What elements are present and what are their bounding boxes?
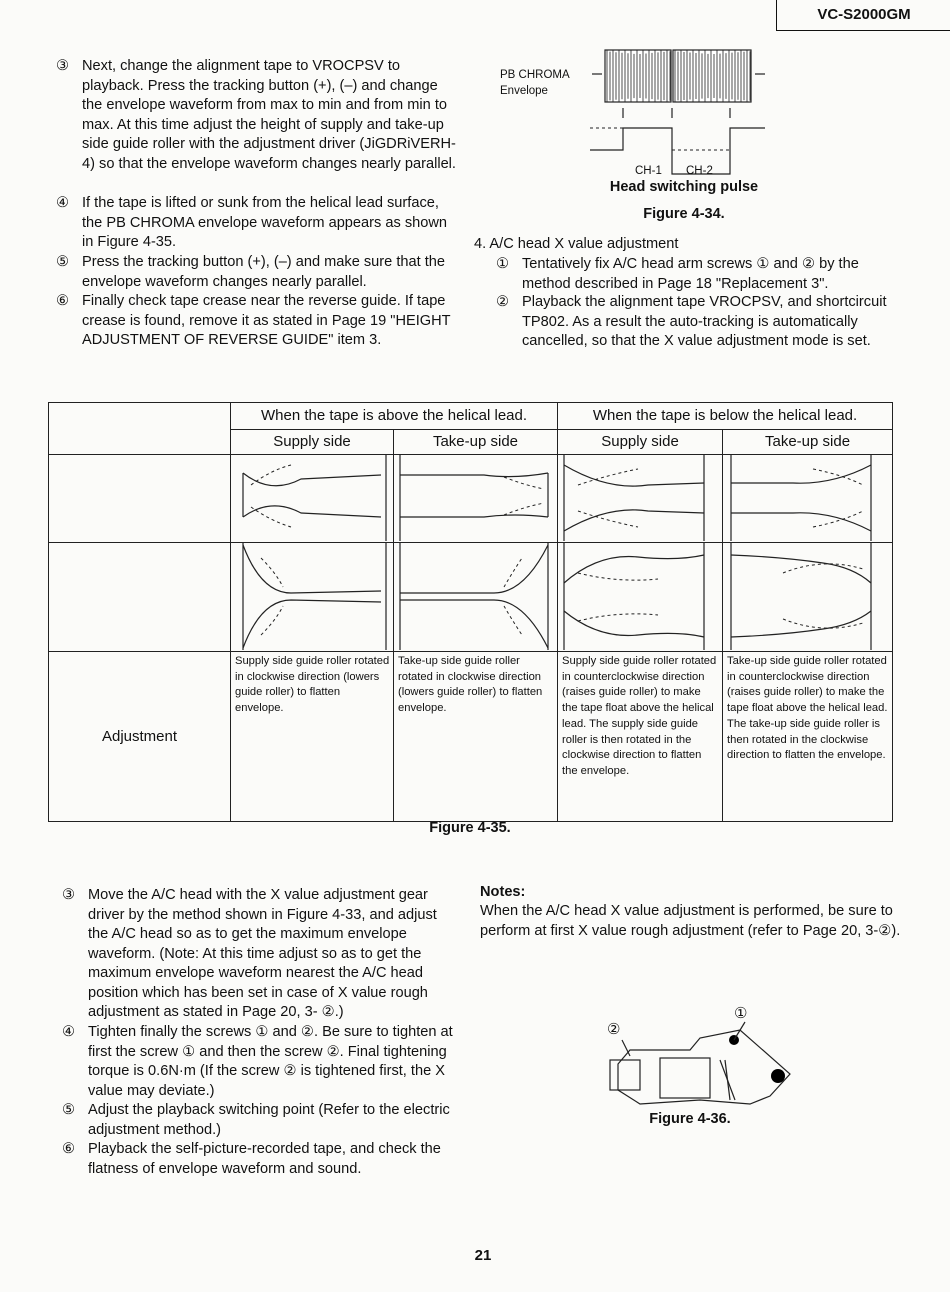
step-text: Tentatively fix A/C head arm screws ① and ② by the method described in Page 18 "Replacement 3". (522, 256, 859, 292)
below-header: When the tape is below the helical lead. (558, 403, 893, 430)
step-text: Finally check tape crease near the reverse guide. If tape crease is found, remove it as stated in Page 19 "HEIGHT ADJUSTMENT OF REVERSE GUIDE" item 3. (82, 293, 451, 348)
adjustment-takeup-below: Take-up side guide roller rotated in counterclockwise direction (raises guide roller) to make the tape float above the helical lead. The take-up side guide roller is then rotated in the clockwise direction to flatten the envelope. (723, 652, 893, 822)
waveform-cell (231, 455, 394, 543)
waveform-supply-above-2 (231, 543, 391, 650)
step-text: Tighten finally the screws ① and ②. Be sure to tighten at first the screw ① and then the screw ②. Final tightening torque is 0.6N·m (If the screw ② is tightened first, the X value may deviate.) (88, 1024, 453, 1099)
row-label-empty (49, 543, 231, 652)
figure-4-35-caption: Figure 4-35. (429, 820, 511, 836)
row-label-empty (49, 455, 231, 543)
waveform-takeup-below-1 (723, 455, 891, 541)
label-1: ① (734, 1005, 748, 1022)
step-number: ⑥ (62, 1141, 76, 1157)
figure-4-36-caption: Figure 4-36. (649, 1111, 731, 1127)
notes-text: When the A/C head X value adjustment is performed, be sure to perform at first X value rough adjustment (refer to Page 20, 3-②). (480, 903, 901, 939)
waveform-cell (558, 455, 723, 543)
step-3-top (56, 57, 456, 174)
ch1-label: CH-1 (635, 165, 662, 177)
step-number: ④ (62, 1024, 76, 1040)
pb-chroma-label: PB CHROMA (500, 69, 570, 81)
waveform-cell (723, 455, 893, 543)
col-supply-below: Supply side (558, 430, 723, 455)
step-number: ③ (62, 887, 76, 903)
step-5-top (56, 253, 456, 292)
figure-subtitle: Head switching pulse (609, 179, 759, 195)
ch2-label: CH-2 (686, 165, 713, 177)
waveform-cell (231, 543, 394, 652)
step-3-bottom (62, 886, 458, 1023)
step-4-top (56, 194, 456, 253)
waveform-cell (394, 455, 558, 543)
step-6-top (56, 292, 456, 351)
above-header: When the tape is above the helical lead. (231, 403, 558, 430)
step-number: ③ (56, 58, 70, 74)
section-step-1 (496, 255, 900, 294)
figure-caption: Figure 4-34. (643, 206, 725, 222)
step-text: Next, change the alignment tape to VROCPSV to playback. Press the tracking button (+), (–) and change the envelope waveform from max to min and from min to max. At this time adjust the height of supply and take-up side guide roller with the adjustment driver (JiGDRiVERH-4) so that the envelope waveform changes nearly parallel. (82, 58, 456, 172)
step-4-bottom (62, 1023, 458, 1101)
ac-head-diagram (600, 1000, 800, 1112)
step-number: ⑥ (56, 293, 70, 309)
waveform-takeup-below-2 (723, 543, 891, 650)
adjustment-supply-below: Supply side guide roller rotated in counterclockwise direction (raises guide roller) to make the tape float above the helical lead. The supply side guide roller is then rotated in the clockwise direction to flatten the envelope. (558, 652, 723, 822)
col-takeup-below: Take-up side (723, 430, 893, 455)
table-corner (49, 403, 231, 455)
waveform-cell (723, 543, 893, 652)
step-5-bottom (62, 1101, 458, 1140)
waveform-cell (394, 543, 558, 652)
waveform-supply-above-1 (231, 455, 391, 541)
step-text: Adjust the playback switching point (Refer to the electric adjustment method.) (88, 1102, 450, 1138)
figure-4-35-table (48, 402, 893, 822)
step-text: Press the tracking button (+), (–) and make sure that the envelope waveform changes nearly parallel. (82, 254, 445, 290)
model-number: VC-S2000GM (776, 0, 950, 31)
step-number: ⑤ (56, 254, 70, 270)
step-number: ⑤ (62, 1102, 76, 1118)
col-takeup-above: Take-up side (394, 430, 558, 455)
step-text: Playback the alignment tape VROCPSV, and shortcircuit TP802. As a result the auto-tracking is automatically cancelled, so that the X value adjustment mode is set. (522, 294, 887, 349)
label-2: ② (607, 1021, 621, 1038)
step-number: ① (496, 256, 510, 272)
section-step-2 (496, 293, 900, 352)
adjustment-label: Adjustment (49, 652, 231, 822)
waveform-supply-below-1 (558, 455, 720, 541)
step-6-bottom (62, 1140, 458, 1179)
notes-title: Notes: (480, 884, 526, 900)
waveform-cell (558, 543, 723, 652)
step-number: ④ (56, 195, 70, 211)
adjustment-takeup-above: Take-up side guide roller rotated in clockwise direction (lowers guide roller) to flatten envelope. (394, 652, 558, 822)
section-heading: 4. A/C head X value adjustment (474, 236, 679, 252)
envelope-label: Envelope (500, 85, 548, 97)
head-switching-diagram (590, 44, 780, 182)
step-text: Playback the self-picture-recorded tape, and check the flatness of envelope waveform and sound. (88, 1141, 441, 1177)
step-text: If the tape is lifted or sunk from the helical lead surface, the PB CHROMA envelope waveform appears as shown in Figure 4-35. (82, 195, 448, 250)
adjustment-supply-above: Supply side guide roller rotated in clockwise direction (lowers guide roller) to flatten envelope. (231, 652, 394, 822)
waveform-takeup-above-2 (394, 543, 554, 650)
waveform-supply-below-2 (558, 543, 720, 650)
page-number: 21 (474, 1247, 492, 1264)
col-supply-above: Supply side (231, 430, 394, 455)
waveform-takeup-above-1 (394, 455, 554, 541)
step-number: ② (496, 294, 510, 310)
step-text: Move the A/C head with the X value adjustment gear driver by the method shown in Figure 4-33, and adjust the A/C head so as to get the maximum envelope waveform. (Note: At this time adjust so as to get the maximum envelope waveform nearest the A/C head position which has been set in case of X value rough adjustment as stated in Page 20, 3- ②.) (88, 887, 437, 1020)
